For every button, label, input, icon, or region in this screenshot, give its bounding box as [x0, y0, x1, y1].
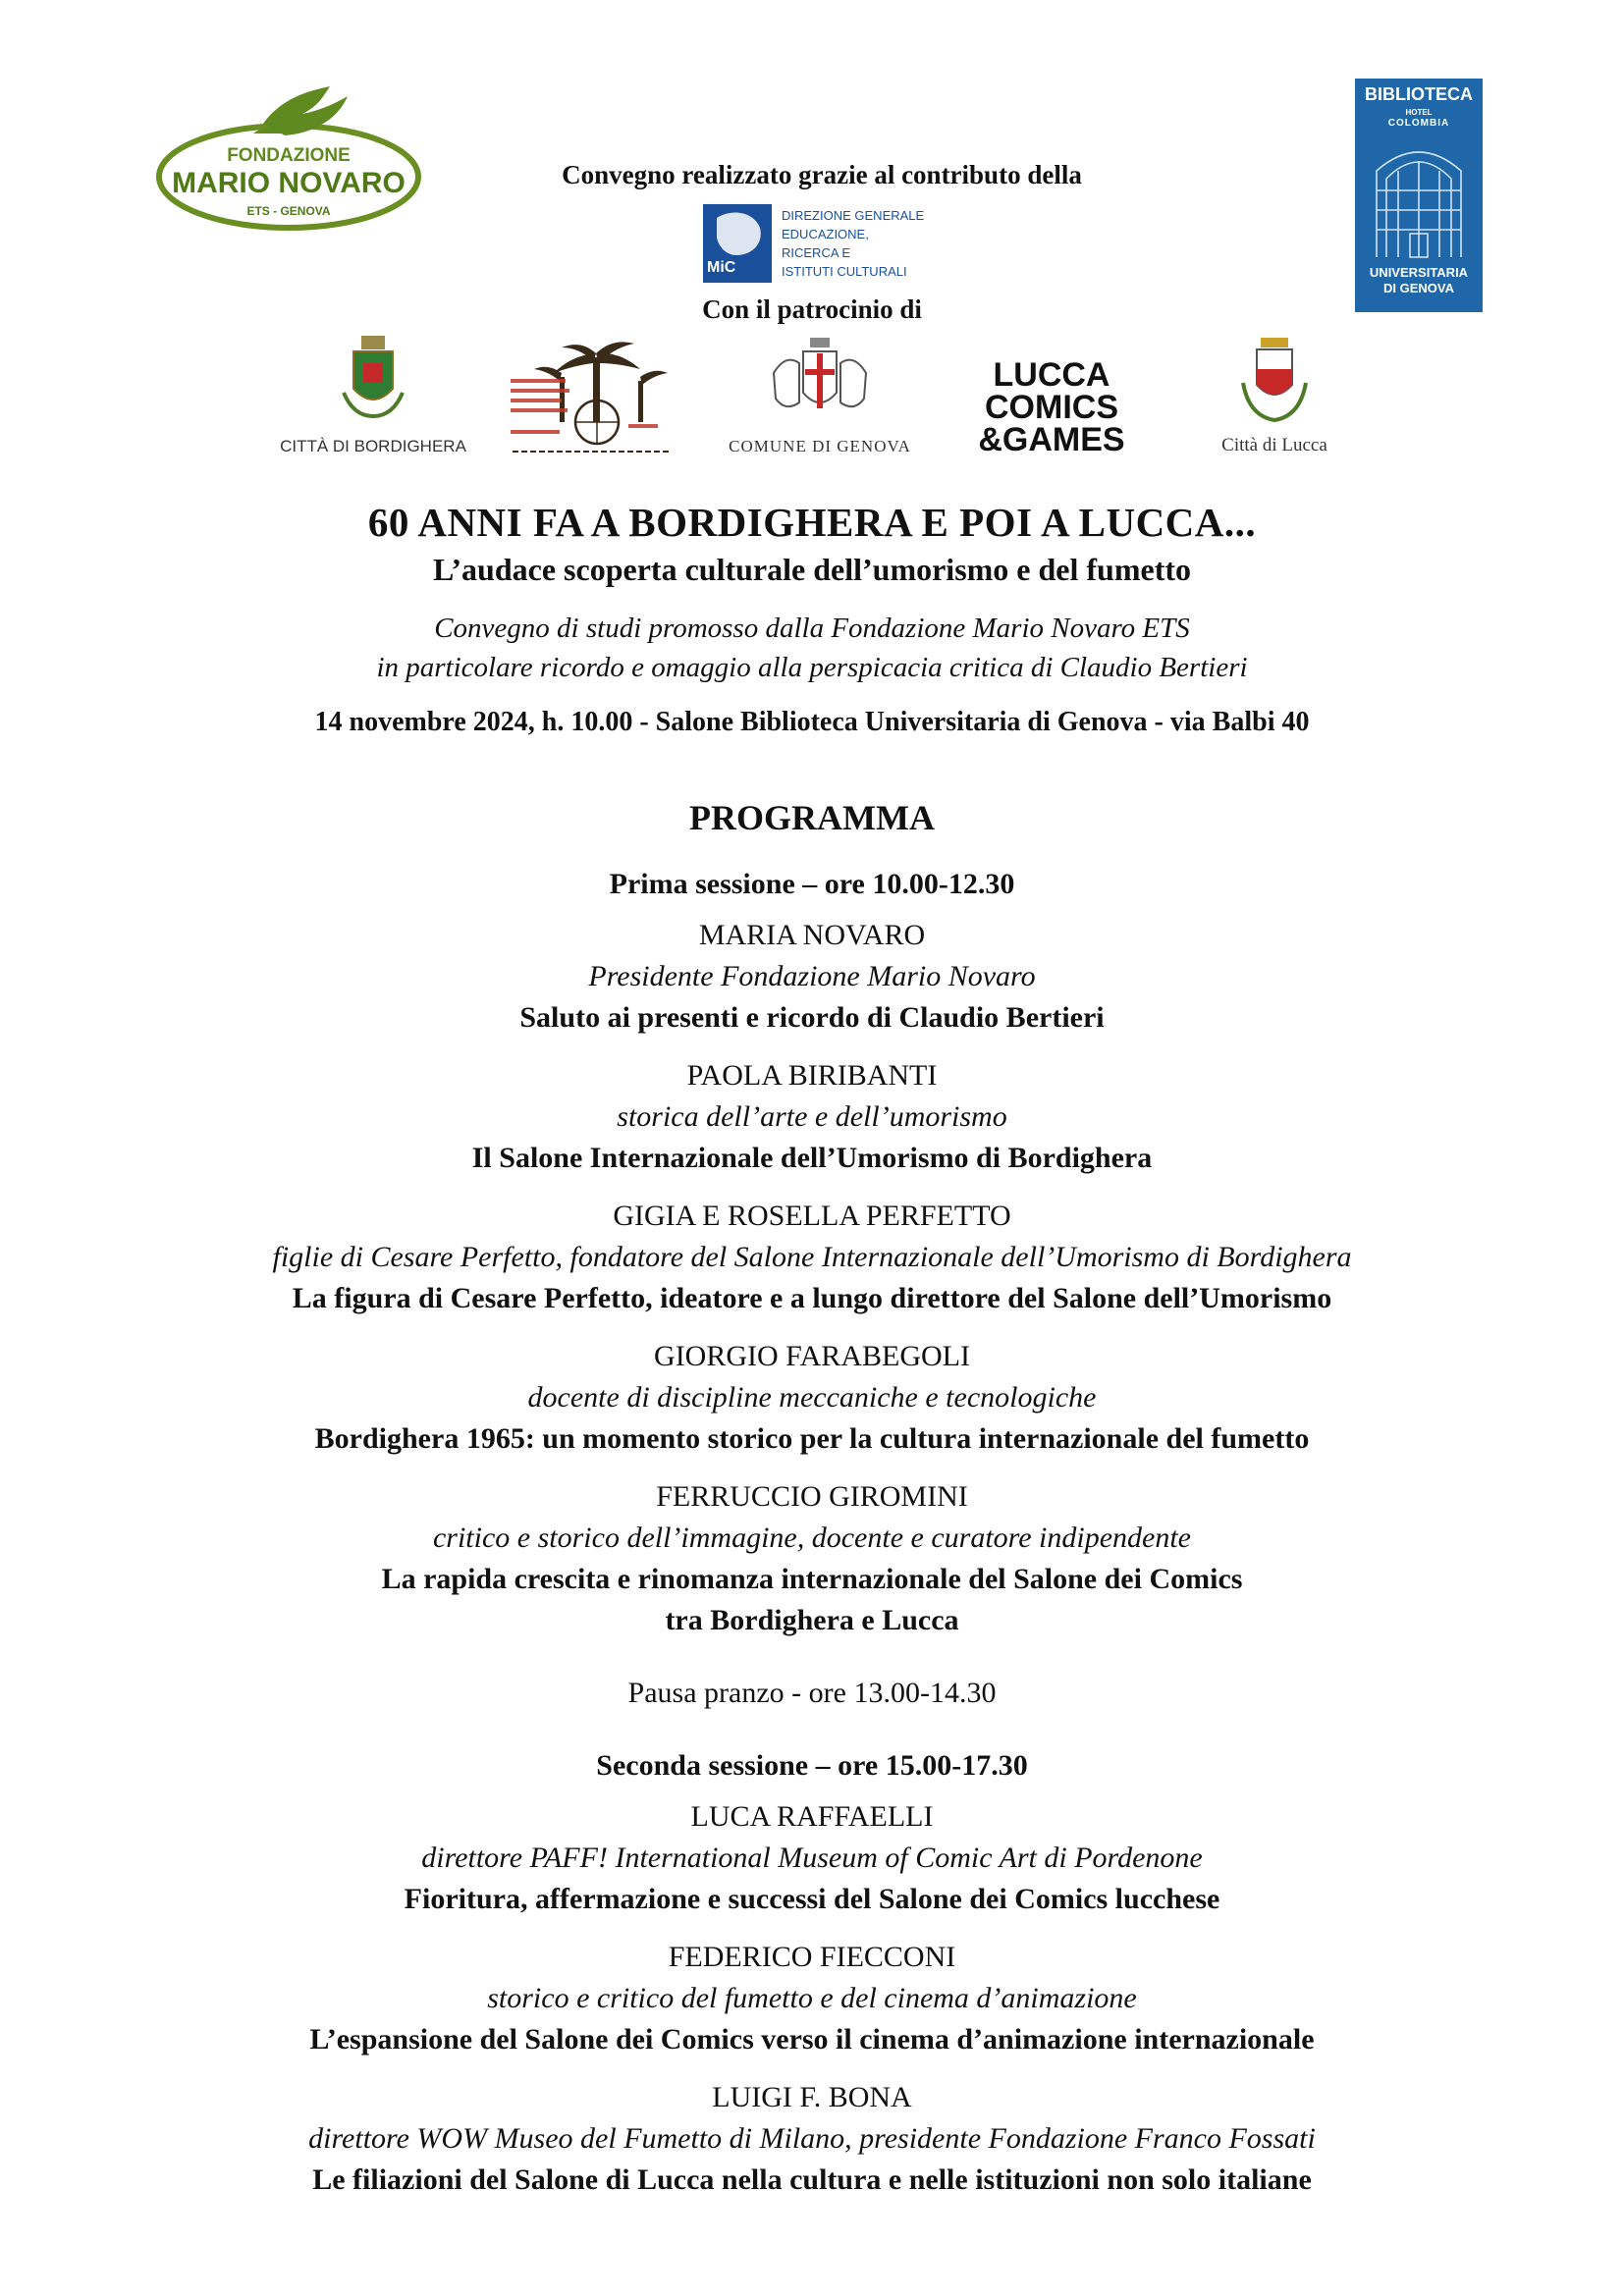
patron-comune-genova — [727, 334, 913, 456]
mic-line4: ISTITUTI CULTURALI — [782, 264, 907, 279]
building-icon — [1367, 132, 1471, 259]
lucca-crest-icon — [1235, 334, 1314, 432]
patronage-text: Con il patrocinio di — [702, 294, 922, 324]
contribution-text: Convegno realizzato grazie al contributo della — [562, 160, 1082, 189]
talk-title: Le filiazioni del Salone di Lucca nella cultura e nelle istituzioni non solo italiane — [312, 2163, 1312, 2196]
speaker-name: FEDERICO FIECCONI — [668, 1941, 956, 1973]
patron-citta-lucca — [1196, 334, 1353, 456]
talk-title: Fioritura, affermazione e successi del Salone dei Comics lucchese — [404, 1883, 1220, 1915]
talk — [0, 1055, 1624, 1179]
talk-title: Bordighera 1965: un momento storico per la cultura internazionale del fumetto — [314, 1422, 1310, 1455]
patron-bordighera — [275, 334, 471, 456]
speaker-name: LUIGI F. BONA — [712, 2081, 912, 2113]
talk — [0, 2077, 1624, 2201]
lucca-comics-wordmark-line2: COMICS — [985, 389, 1118, 426]
speaker-role: storico e critico del fumetto e del cinema d’animazione — [487, 1982, 1137, 2014]
talk — [0, 1476, 1624, 1641]
lucca-comics-wordmark-line3: &GAMES — [978, 421, 1125, 458]
biblioteca-universitaria-genova-logo — [1355, 79, 1483, 312]
mic-text — [782, 206, 924, 281]
event-date-location: 14 novembre 2024, h. 10.00 - Salone Biblioteca Universitaria di Genova - via Balbi 40 — [314, 707, 1310, 737]
speaker-role: storica dell’arte e dell’umorismo — [617, 1100, 1007, 1133]
mic-line3: RICERCA E — [782, 245, 851, 260]
mic-line1: DIREZIONE GENERALE — [782, 208, 925, 223]
biblioteca-logo-top: BIBLIOTECA — [1365, 84, 1473, 104]
speaker-name: LUCA RAFFAELLI — [690, 1800, 934, 1833]
mic-logo — [703, 204, 948, 285]
speaker-name: FERRUCCIO GIROMINI — [656, 1480, 968, 1513]
speaker-role: direttore WOW Museo del Fumetto di Milano, presidente Fondazione Franco Fossati — [308, 2122, 1316, 2155]
talk — [0, 1196, 1624, 1319]
novaro-logo-line3: ETS - GENOVA — [246, 204, 331, 218]
speaker-name: GIGIA E ROSELLA PERFETTO — [613, 1200, 1011, 1232]
talk-title: La figura di Cesare Perfetto, ideatore e a lungo direttore del Salone dell’Umorismo — [292, 1282, 1332, 1314]
genova-crest-icon — [766, 334, 874, 432]
contribution-line — [0, 160, 1624, 190]
session2-title: Seconda sessione – ore 15.00-17.30 — [596, 1749, 1028, 1782]
biblioteca-logo-hotel: HOTEL — [1405, 108, 1433, 117]
bordighera-crest-icon — [334, 334, 412, 422]
biblioteca-logo-bottom1: UNIVERSITARIA — [1369, 265, 1469, 280]
talk-title: La rapida crescita e rinomanza internazionale del Salone dei Comics — [381, 1563, 1243, 1595]
talk — [0, 915, 1624, 1039]
lunch-break: Pausa pranzo - ore 13.00-14.30 — [627, 1677, 997, 1709]
lucca-comics-wordmark-line1: LUCCA — [993, 356, 1110, 394]
talk-title: Il Salone Internazionale dell’Umorismo di Bordighera — [471, 1142, 1153, 1174]
speaker-role: direttore PAFF! International Museum of Comic Art di Pordenone — [421, 1842, 1203, 1874]
patron-caption: COMUNE DI GENOVA — [729, 437, 911, 455]
speaker-name: GIORGIO FARABEGOLI — [654, 1340, 970, 1372]
program — [0, 864, 1624, 2201]
fondazione-mario-novaro-logo — [155, 77, 422, 234]
palm-globe-icon — [503, 334, 679, 456]
novaro-logo-line1: FONDAZIONE — [227, 145, 351, 166]
talk-title: Saluto ai presenti e ricordo di Claudio Bertieri — [519, 1001, 1105, 1034]
program-heading: PROGRAMMA — [689, 798, 935, 837]
event-subtitle: L’audace scoperta culturale dell’umorismo e del fumetto — [432, 552, 1192, 587]
speaker-role: critico e storico dell’immagine, docente e curatore indipendente — [432, 1522, 1191, 1554]
speaker-role: Presidente Fondazione Mario Novaro — [588, 960, 1036, 992]
talk-title-continued: tra Bordighera e Lucca — [665, 1604, 959, 1636]
biblioteca-logo-colombia: COLOMBIA — [1387, 118, 1450, 129]
speaker-role: docente di discipline meccaniche e tecnologiche — [527, 1381, 1097, 1414]
talk-title: L’espansione del Salone dei Comics verso il cinema d’animazione internazionale — [309, 2023, 1315, 2056]
patron-caption: Città di Lucca — [1221, 435, 1327, 455]
biblioteca-logo-bottom2: DI GENOVA — [1383, 281, 1454, 295]
mic-abbr: MiC — [707, 259, 736, 276]
patronage-line — [0, 294, 1624, 325]
session1-title: Prima sessione – ore 10.00-12.30 — [609, 868, 1015, 900]
talk — [0, 1336, 1624, 1460]
patron-salone-umorismo — [503, 334, 679, 456]
mic-line2: EDUCAZIONE, — [782, 227, 869, 241]
talk — [0, 1796, 1624, 1920]
patron-caption: CITTÀ DI BORDIGHERA — [280, 437, 466, 455]
event-promo-line1: Convegno di studi promosso dalla Fondazione Mario Novaro ETS — [434, 613, 1190, 644]
talk — [0, 1937, 1624, 2060]
speaker-name: PAOLA BIRIBANTI — [686, 1059, 938, 1092]
patron-lucca-comics — [968, 334, 1135, 456]
event-title: 60 ANNI FA A BORDIGHERA E POI A LUCCA... — [367, 500, 1257, 545]
event-promo-line2: in particolare ricordo e omaggio alla perspicacia critica di Claudio Bertieri — [376, 652, 1248, 683]
speaker-name: MARIA NOVARO — [698, 919, 926, 951]
mic-emblem-icon — [703, 204, 772, 283]
novaro-logo-line2: MARIO NOVARO — [172, 167, 406, 199]
speaker-role: figlie di Cesare Perfetto, fondatore del Salone Internazionale dell’Umorismo di Bordighera — [272, 1241, 1352, 1273]
